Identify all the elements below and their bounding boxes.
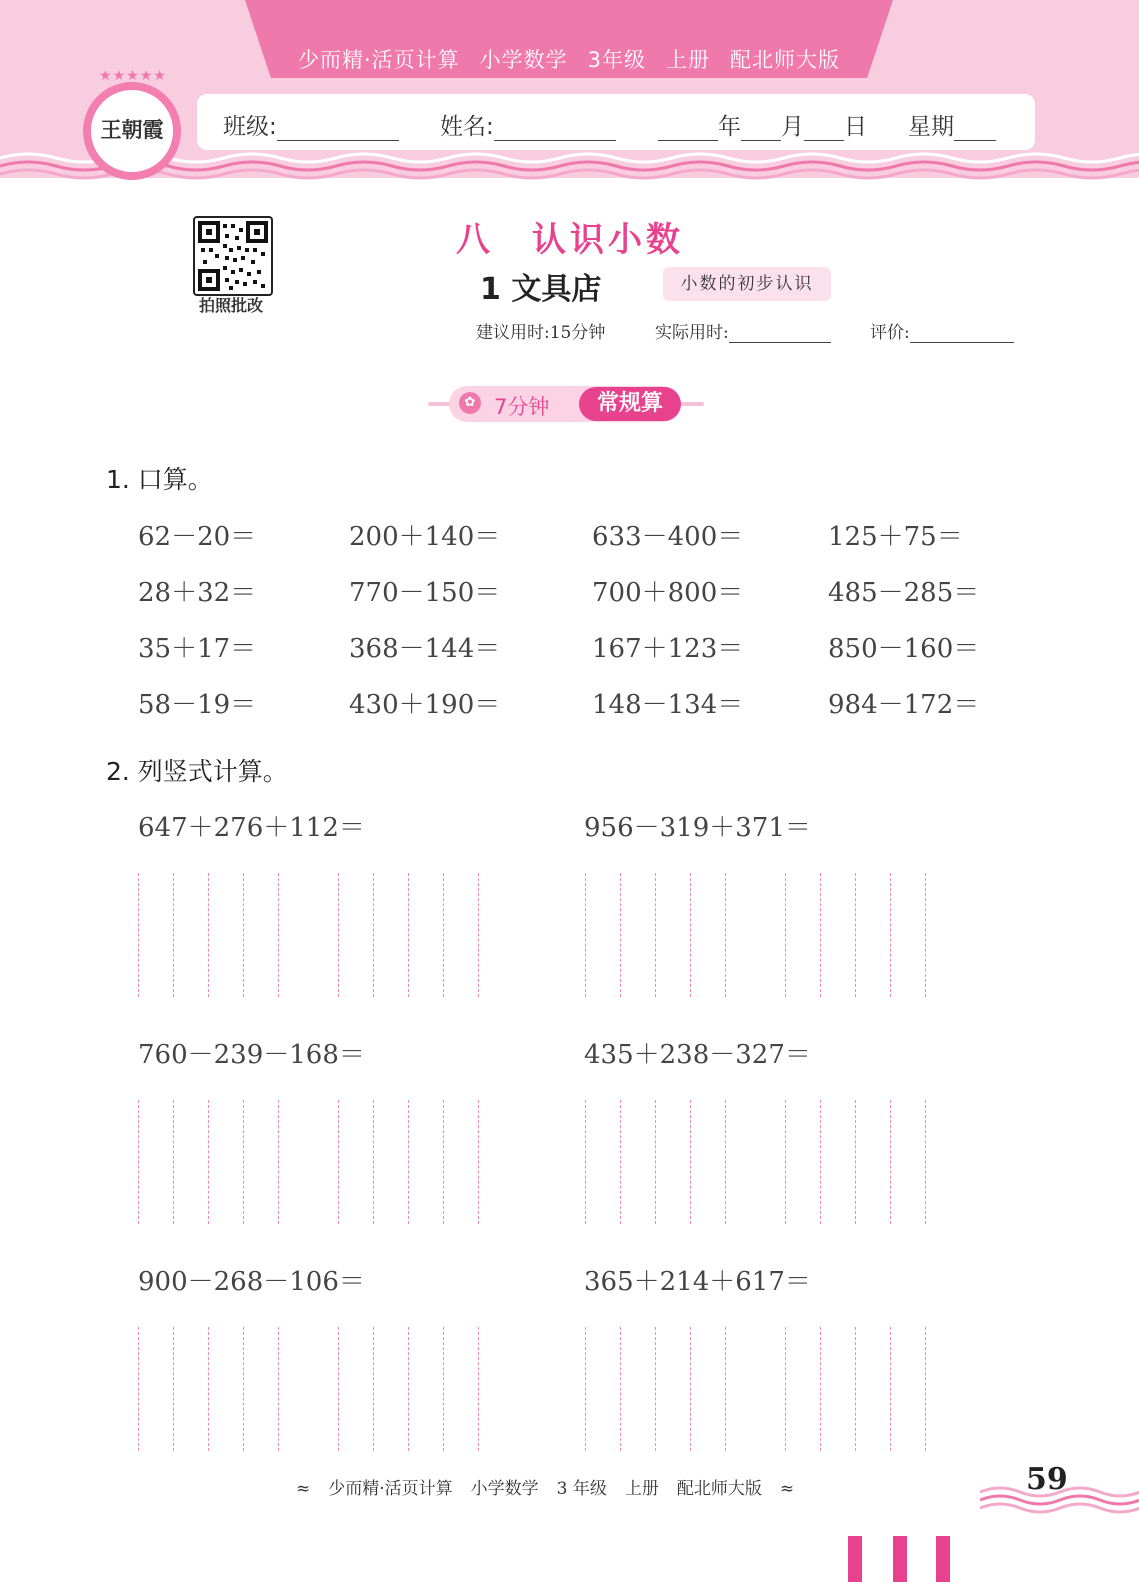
answer-grid-line — [690, 1100, 691, 1224]
question-2-title: 2. 列竖式计算。 — [106, 757, 288, 786]
vertical-calc-problem: 365＋214＋617＝ — [584, 1267, 811, 1297]
weekday-field[interactable] — [908, 108, 996, 141]
year-label: 年 — [718, 114, 741, 140]
answer-grid-line — [690, 873, 691, 997]
answer-grid-line — [243, 873, 244, 997]
answer-grid-line — [478, 873, 479, 997]
answer-grid-line — [890, 873, 891, 997]
actual-time-field[interactable] — [655, 318, 831, 343]
answer-grid-line — [208, 873, 209, 997]
wave-icon: ≈ — [296, 1479, 311, 1499]
qr-label: 拍照批改 — [198, 296, 263, 315]
rating-field[interactable] — [870, 318, 1014, 343]
answer-grid-line — [785, 1100, 786, 1224]
answer-grid-line — [925, 1100, 926, 1224]
qr-code-icon[interactable] — [193, 216, 273, 296]
answer-grid-line — [890, 1327, 891, 1451]
answer-grid-line — [820, 1100, 821, 1224]
oral-calc-item: 770－150＝ — [349, 578, 501, 608]
answer-grid-line — [408, 1327, 409, 1451]
oral-calc-item: 125＋75＝ — [828, 522, 963, 552]
answer-grid-line — [138, 873, 139, 997]
logo-stars-icon: ★★★★★ — [99, 68, 167, 84]
answer-grid-line — [208, 1327, 209, 1451]
answer-grid-line — [243, 1327, 244, 1451]
answer-grid-line — [443, 1100, 444, 1224]
answer-grid-line — [338, 873, 339, 997]
date-field[interactable] — [658, 108, 867, 141]
series-name: 少而精·活页计算 — [297, 48, 460, 72]
badge-kind: 常规算 — [579, 387, 681, 421]
series-title — [245, 44, 893, 74]
vertical-calc-problem: 900－268－106＝ — [138, 1267, 365, 1297]
footer-volume: 上册 — [624, 1479, 659, 1499]
footer-grade: 3 年级 — [556, 1479, 607, 1499]
edition: 配北师大版 — [730, 48, 841, 72]
tab-bar — [936, 1536, 950, 1582]
month-blank[interactable] — [741, 120, 781, 141]
logo-text: 王朝霞 — [100, 117, 164, 142]
answer-grid-line — [478, 1100, 479, 1224]
footer — [296, 1474, 812, 1499]
answer-grid-line — [478, 1327, 479, 1451]
tab-bar — [893, 1536, 907, 1582]
answer-grid-line — [138, 1327, 139, 1451]
answer-grid-line — [855, 1100, 856, 1224]
oral-calc-item: 167＋123＝ — [592, 634, 744, 664]
section-tag: 小数的初步认识 — [663, 267, 831, 301]
answer-grid-line — [925, 873, 926, 997]
oral-calc-item: 485－285＝ — [828, 578, 980, 608]
name-blank[interactable] — [494, 120, 616, 141]
answer-grid-line — [855, 1327, 856, 1451]
day-label: 日 — [844, 114, 867, 140]
answer-grid-line — [138, 1100, 139, 1224]
oral-calc-item: 62－20＝ — [138, 522, 257, 552]
vertical-calc-problem: 647＋276＋112＝ — [138, 813, 365, 843]
answer-grid-line — [925, 1327, 926, 1451]
footer-subject: 小学数学 — [470, 1479, 539, 1499]
class-field[interactable] — [223, 108, 399, 141]
rating-label: 评价: — [870, 323, 910, 343]
answer-grid-line — [278, 1327, 279, 1451]
answer-grid-line — [173, 1327, 174, 1451]
footer-series: 少而精·活页计算 — [328, 1479, 453, 1499]
actual-time-blank[interactable] — [729, 322, 831, 343]
wave-icon: ≈ — [779, 1479, 795, 1499]
answer-grid-line — [690, 1327, 691, 1451]
answer-grid-line — [620, 1100, 621, 1224]
oral-calc-item: 35＋17＝ — [138, 634, 257, 664]
oral-calc-item: 200＋140＝ — [349, 522, 501, 552]
medal-icon: ✿ — [459, 392, 481, 414]
answer-grid-line — [655, 873, 656, 997]
volume: 上册 — [666, 48, 711, 72]
answer-grid-line — [855, 873, 856, 997]
oral-calc-item: 148－134＝ — [592, 690, 744, 720]
answer-grid-line — [820, 1327, 821, 1451]
class-blank[interactable] — [277, 120, 399, 141]
answer-grid-line — [585, 1327, 586, 1451]
answer-grid-line — [443, 873, 444, 997]
subject: 小学数学 — [479, 48, 568, 72]
answer-grid-line — [408, 1100, 409, 1224]
answer-grid-line — [725, 1327, 726, 1451]
oral-calc-item: 368－144＝ — [349, 634, 501, 664]
answer-grid-line — [338, 1100, 339, 1224]
section-title: 1 文具店 — [480, 272, 602, 307]
answer-grid-line — [338, 1327, 339, 1451]
week-label: 星期 — [908, 114, 954, 140]
name-field[interactable] — [440, 108, 616, 141]
answer-grid-line — [278, 1100, 279, 1224]
tab-bar — [848, 1536, 862, 1582]
week-blank[interactable] — [954, 120, 996, 141]
month-label: 月 — [781, 114, 804, 140]
footer-edition: 配北师大版 — [676, 1479, 762, 1499]
oral-calc-item: 700＋800＝ — [592, 578, 744, 608]
footer-wave — [980, 1482, 1139, 1518]
answer-grid-line — [820, 873, 821, 997]
chapter-title: 八 认识小数 — [456, 220, 684, 260]
day-blank[interactable] — [804, 120, 844, 141]
answer-grid-line — [785, 1327, 786, 1451]
answer-grid-line — [373, 873, 374, 997]
oral-calc-item: 58－19＝ — [138, 690, 257, 720]
oral-calc-item: 850－160＝ — [828, 634, 980, 664]
answer-grid-line — [785, 873, 786, 997]
answer-grid-line — [620, 873, 621, 997]
answer-grid-line — [585, 873, 586, 997]
question-1-title: 1. 口算。 — [106, 465, 213, 494]
name-label: 姓名: — [440, 114, 494, 140]
answer-grid-line — [278, 873, 279, 997]
oral-calc-item: 28＋32＝ — [138, 578, 257, 608]
answer-grid-line — [890, 1100, 891, 1224]
answer-grid-line — [373, 1327, 374, 1451]
year-blank[interactable] — [658, 120, 718, 141]
oral-calc-item: 430＋190＝ — [349, 690, 501, 720]
answer-grid-line — [208, 1100, 209, 1224]
answer-grid-line — [655, 1327, 656, 1451]
oral-calc-item: 633－400＝ — [592, 522, 744, 552]
badge-time: 7分钟 — [494, 395, 550, 419]
vertical-calc-problem: 435＋238－327＝ — [584, 1040, 811, 1070]
answer-grid-line — [585, 1100, 586, 1224]
answer-grid-line — [243, 1100, 244, 1224]
page-number: 59 — [1026, 1462, 1068, 1497]
answer-grid-line — [373, 1100, 374, 1224]
suggested-time: 建议用时:15分钟 — [476, 323, 606, 343]
oral-calc-item: 984－172＝ — [828, 690, 980, 720]
answer-grid-line — [443, 1327, 444, 1451]
answer-grid-line — [725, 1100, 726, 1224]
answer-grid-line — [173, 873, 174, 997]
answer-grid-line — [655, 1100, 656, 1224]
actual-time-label: 实际用时: — [655, 323, 729, 343]
rating-blank[interactable] — [910, 322, 1014, 343]
vertical-calc-problem: 760－239－168＝ — [138, 1040, 365, 1070]
vertical-calc-problem: 956－319＋371＝ — [584, 813, 811, 843]
answer-grid-line — [408, 873, 409, 997]
answer-grid-line — [173, 1100, 174, 1224]
class-label: 班级: — [223, 114, 277, 140]
grade: 3年级 — [587, 48, 647, 72]
answer-grid-line — [620, 1327, 621, 1451]
answer-grid-line — [725, 873, 726, 997]
